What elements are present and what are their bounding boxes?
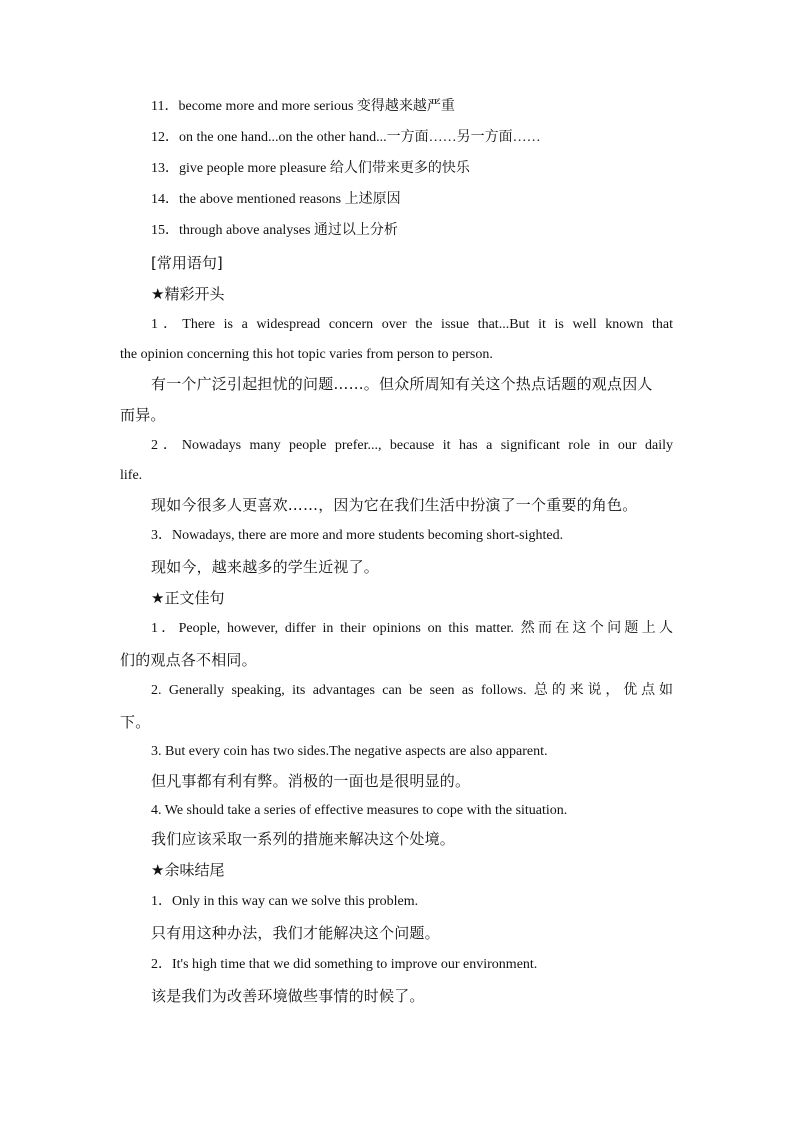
phrase-13: 13．give people more pleasure 给人们带来更多的快乐 <box>151 161 470 176</box>
opening-s1-en-line2: the opinion concerning this hot topic varies from person to person. <box>120 347 493 362</box>
phrase-14: 14．the above mentioned reasons 上述原因 <box>151 192 401 207</box>
opening-s1-en-line1: 1．There is a widespread concern over the issue that...But it is well known that <box>151 317 673 332</box>
ending-s1-en: 1．Only in this way can we solve this problem. <box>151 894 419 909</box>
body-s4-cn: 我们应该采取一系列的措施来解决这个处境。 <box>151 830 456 848</box>
body-s1-line1: 1．People, however, differ in their opinions on this matter. 然而在这个问题上人 <box>151 621 673 636</box>
opening-s2-cn: 现如今很多人更喜欢……，因为它在我们生活中扮演了一个重要的角色。 <box>151 496 638 514</box>
body-s2-line2: 下。 <box>120 713 151 731</box>
body-heading: ★正文佳句 <box>151 589 225 607</box>
opening-s2-en-line2: life. <box>120 468 143 483</box>
opening-s1-cn-line1: 有一个广泛引起担忧的问题……。但众所周知有关这个热点话题的观点因人 <box>151 375 653 393</box>
body-s2-line1: 2. Generally speaking, its advantages can be seen as follows. 总的来说，优点如 <box>151 683 673 698</box>
ending-s1-cn: 只有用这种办法，我们才能解决这个问题。 <box>151 924 440 942</box>
phrase-12: 12．on the one hand...on the other hand...一方面……另一方面…… <box>151 130 541 145</box>
ending-heading: ★余味结尾 <box>151 861 225 879</box>
opening-s1-cn-line2: 而异。 <box>120 406 166 424</box>
body-s3-cn: 但凡事都有利有弊。消极的一面也是很明显的。 <box>151 772 471 790</box>
common-sentences-heading: [常用语句] <box>151 254 223 272</box>
body-s4-en: 4. We should take a series of effective measures to cope with the situation. <box>151 803 568 818</box>
ending-s2-cn: 该是我们为改善环境做些事情的时候了。 <box>151 987 425 1005</box>
body-s1-line2: 们的观点各不相同。 <box>120 651 257 669</box>
opening-s2-en-line1: 2．Nowadays many people prefer..., because it has a significant role in our daily <box>151 438 673 453</box>
opening-s3-en: 3．Nowadays, there are more and more students becoming short-sighted. <box>151 528 564 543</box>
phrase-15: 15．through above analyses 通过以上分析 <box>151 223 398 238</box>
opening-heading: ★精彩开头 <box>151 285 225 303</box>
ending-s2-en: 2．It's high time that we did something to improve our environment. <box>151 957 538 972</box>
opening-s3-cn: 现如今，越来越多的学生近视了。 <box>151 558 380 576</box>
body-s3-en: 3. But every coin has two sides.The negative aspects are also apparent. <box>151 744 548 759</box>
phrase-11: 11．become more and more serious 变得越来越严重 <box>151 99 455 114</box>
